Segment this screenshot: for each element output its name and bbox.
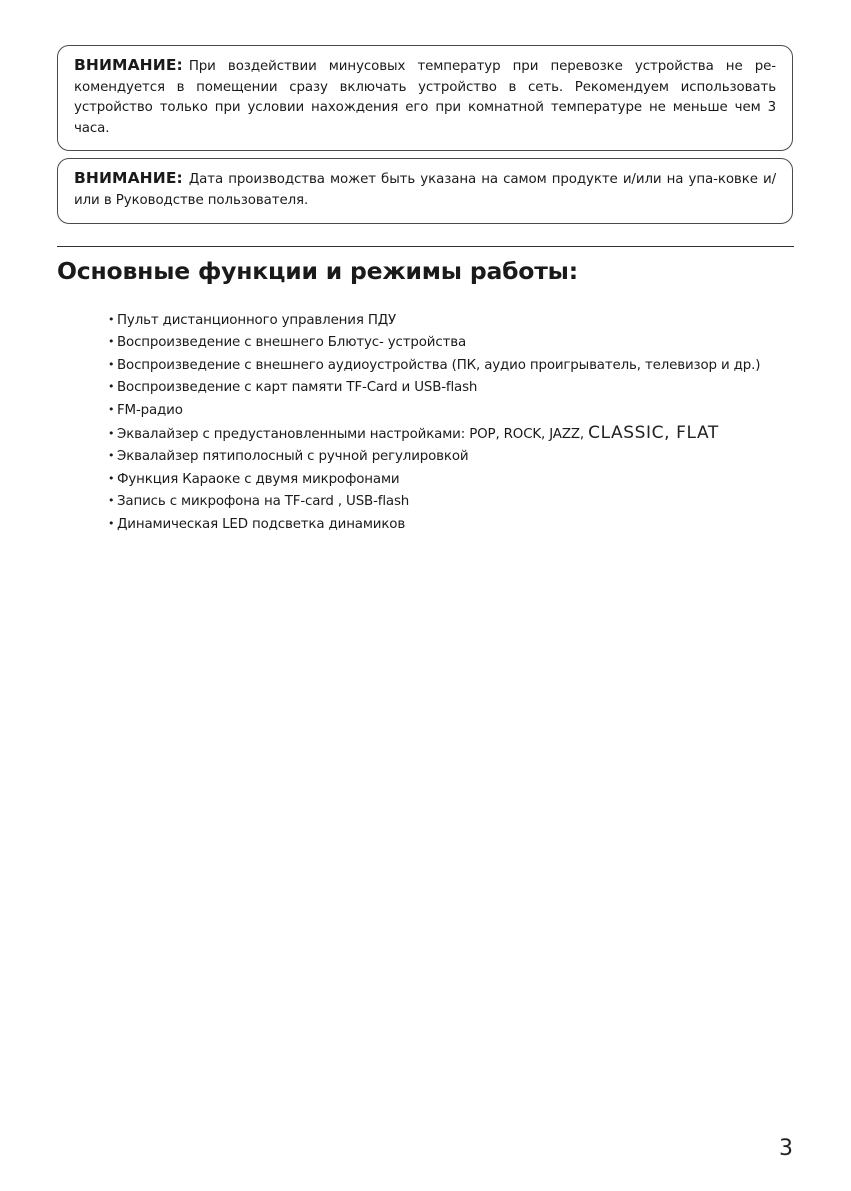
bullet-icon: •: [108, 449, 115, 463]
bullet-icon: •: [108, 313, 115, 326]
section-divider: [57, 246, 794, 247]
notice-label: ВНИМАНИЕ:: [74, 169, 183, 187]
eq-presets-regular: POP, ROCK, JAZZ,: [469, 427, 584, 443]
warning-notice-transport: [57, 45, 793, 151]
bullet-icon: •: [108, 516, 115, 530]
page-number: 3: [779, 1136, 793, 1161]
notice-text: Дата производства может быть указана на самом продукте и/или на упа-ковке и/или в Руководстве пользователя.: [74, 172, 776, 208]
bullet-icon: •: [108, 357, 115, 371]
list-item-equalizer-presets: • Эквалайзер с предустановленными настройками: POP, ROCK, JAZZ, CLASSIC, FLAT: [108, 422, 798, 446]
list-item: • Пульт дистанционного управления ПДУ: [108, 310, 798, 332]
bullet-icon: •: [108, 471, 115, 485]
bullet-icon: •: [108, 494, 115, 508]
section-title: Основные функции и режимы работы:: [57, 257, 578, 285]
notice-label: ВНИМАНИЕ:: [74, 56, 183, 74]
list-item: • Воспроизведение с карт памяти TF-Card и USB-flash: [108, 377, 798, 399]
bullet-icon: •: [108, 380, 115, 394]
list-item: • Динамическая LED подсветка динамиков: [108, 514, 798, 536]
bullet-icon: •: [108, 335, 115, 349]
notice-text: При воздействии минусовых температур при перевозке устройства не ре-комендуется в помещении сразу включать устройство в сеть. Рекомендуем использовать устройство только при условии нахождения его при комнатной температуре не меньше чем 3 часа.: [74, 59, 776, 136]
list-item: • Воспроизведение с внешнего Блютус- устройства: [108, 332, 798, 354]
list-item: • Функция Караоке с двумя микрофонами: [108, 469, 798, 491]
warning-notice-production-date: [57, 158, 793, 224]
list-item: • Воспроизведение с внешнего аудиоустройства (ПК, аудио проигрыватель, телевизор и др.): [58, 355, 798, 377]
list-item: • Эквалайзер пятиполосный с ручной регулировкой: [108, 446, 798, 468]
bullet-icon: •: [108, 427, 115, 441]
feature-list: [108, 310, 798, 536]
list-item: • FM-радио: [108, 400, 798, 422]
list-item: • Запись с микрофона на TF-card , USB-flash: [108, 491, 798, 513]
bullet-icon: •: [108, 402, 115, 416]
eq-presets-light: CLASSIC, FLAT: [588, 423, 719, 444]
